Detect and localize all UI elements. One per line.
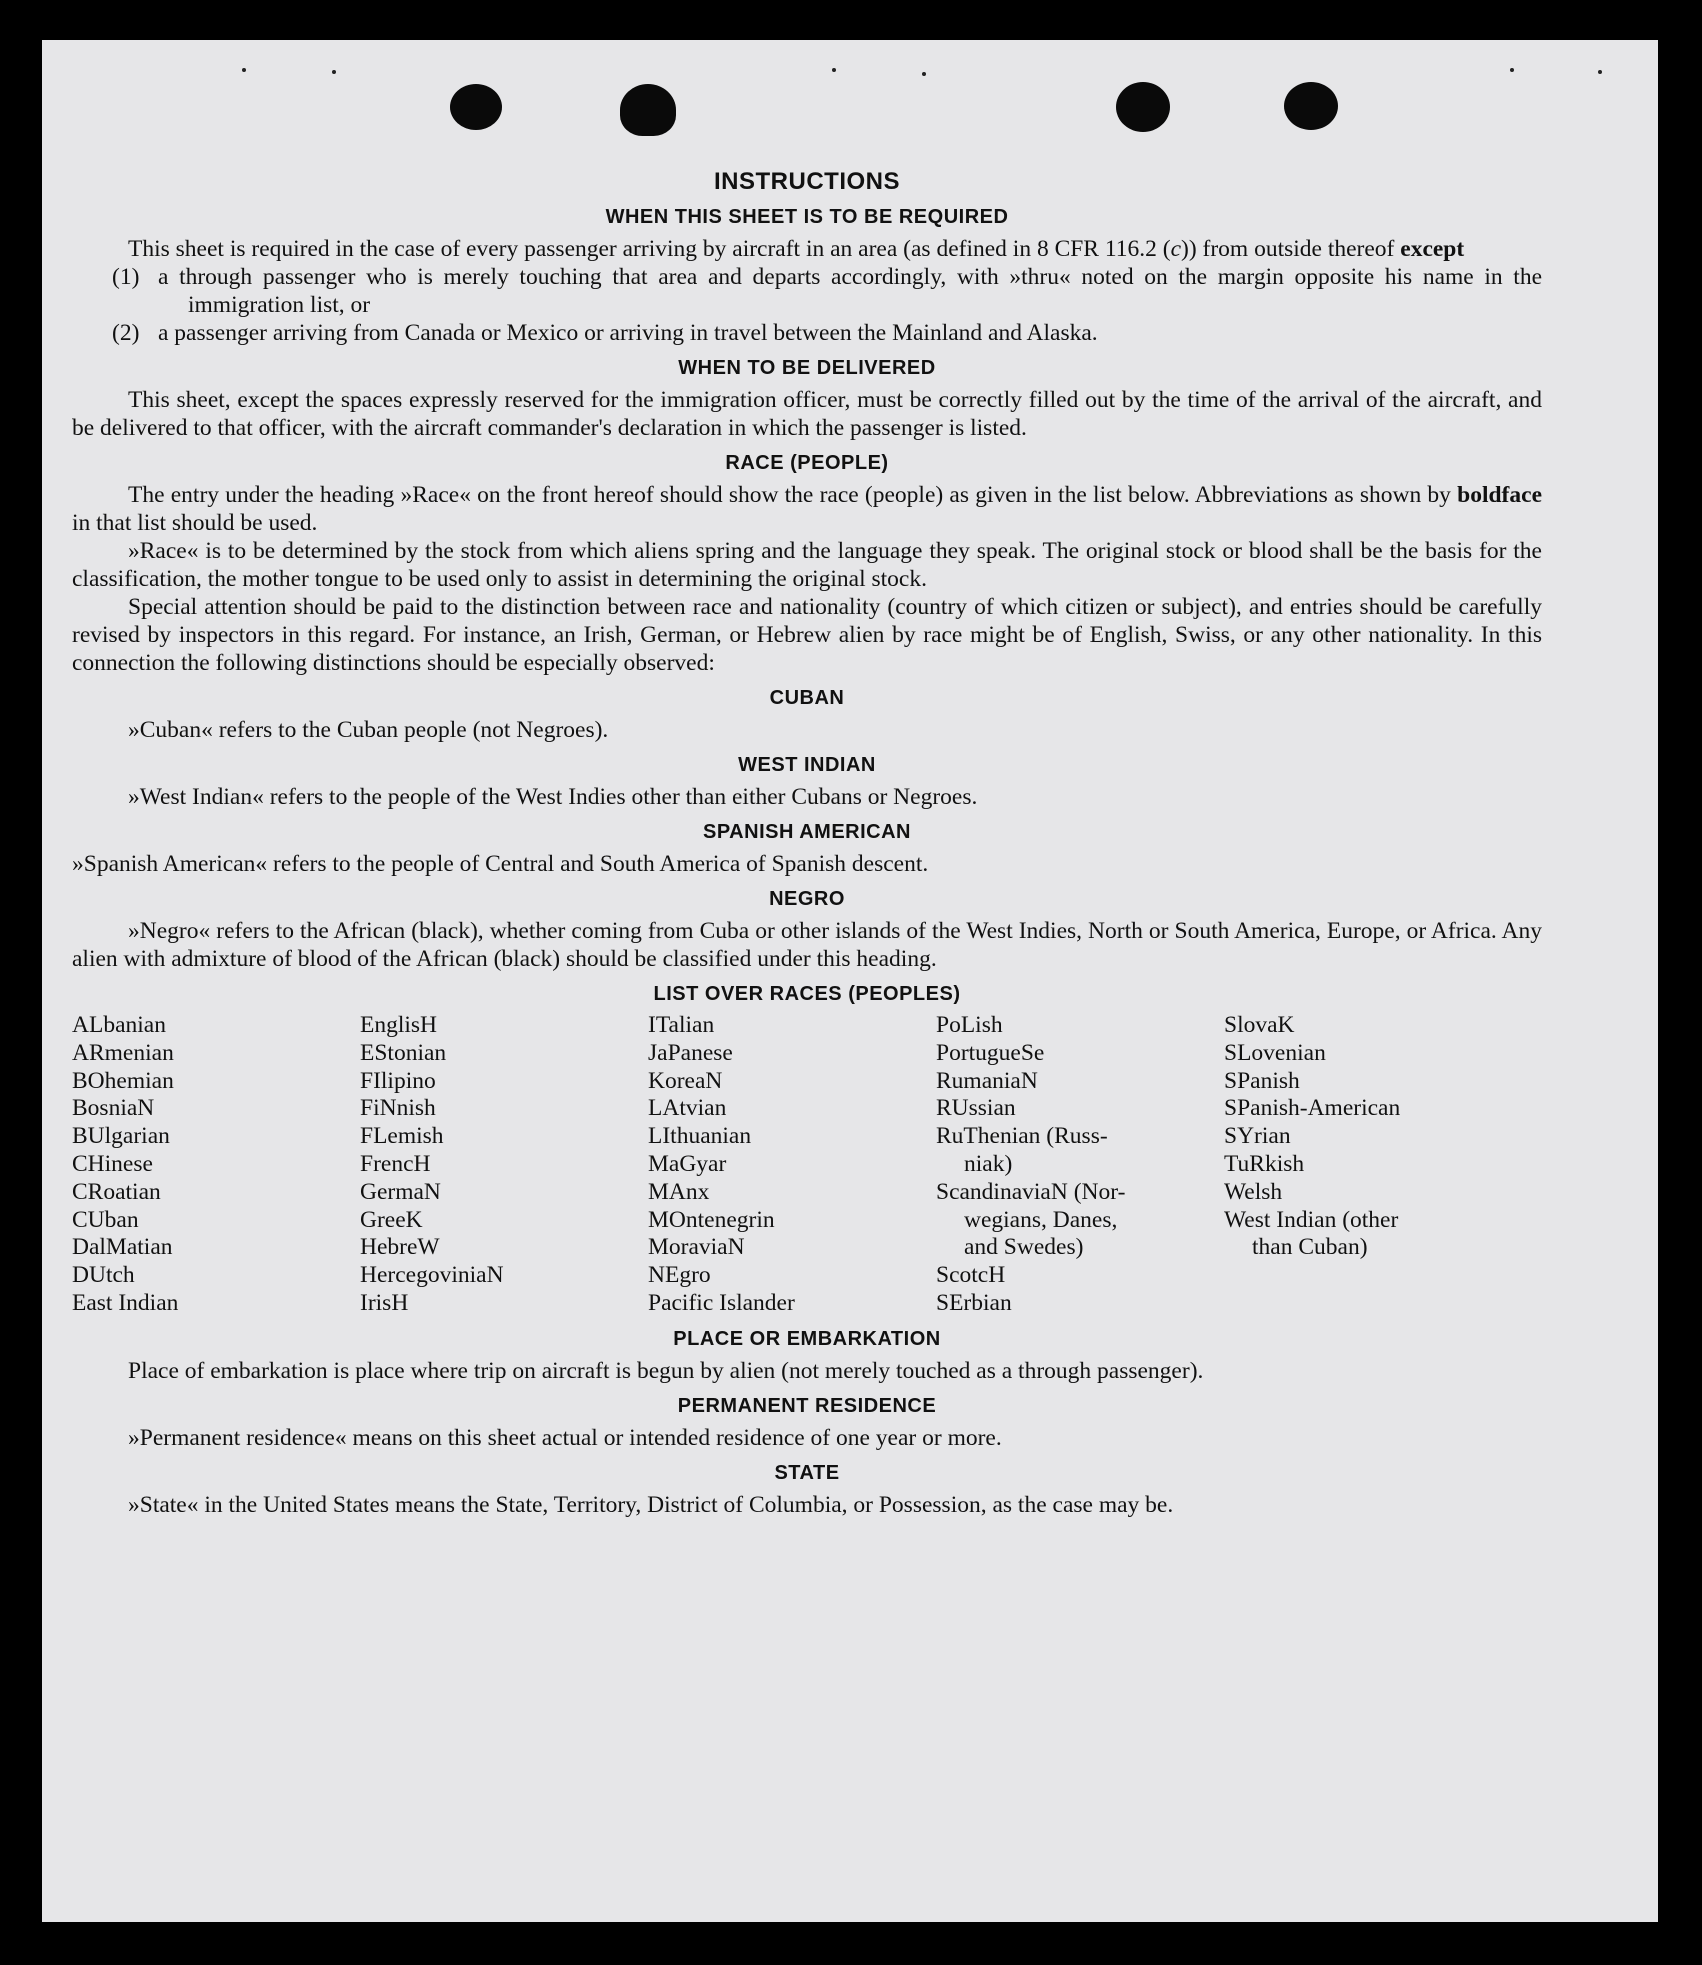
cuban-text: »Cuban« refers to the Cuban people (not Negroes). — [128, 717, 609, 743]
race-item: ALbanian — [72, 1012, 166, 1038]
speck — [922, 72, 926, 76]
race-list-column-2 — [360, 1012, 648, 1318]
race-item: FiNnish — [360, 1095, 436, 1122]
race-item: EnglisH — [360, 1012, 438, 1038]
punch-hole-1 — [450, 84, 502, 130]
section-heading-state: STATE — [774, 1461, 840, 1484]
section-heading-embarkation: PLACE OR EMBARKATION — [673, 1327, 941, 1350]
race-item: Pacific Islander — [648, 1289, 795, 1316]
race-item: CUban — [72, 1206, 139, 1233]
race-item: BosniaN — [72, 1095, 155, 1122]
punch-hole-3 — [1116, 82, 1170, 132]
race-paragraph-1: The entry under the heading »Race« on the front hereof should show the race (people) as given in the list below. Abbreviations as shown by boldface in that list should be used. — [72, 482, 1542, 536]
race-item: MOntenegrin — [648, 1206, 775, 1233]
race-item: RUssian — [936, 1095, 1016, 1122]
race-item: DalMatian — [72, 1234, 173, 1261]
race-item: KoreaN — [648, 1067, 723, 1094]
spanish-american-text: »Spanish American« refers to the people of Central and South America of Spanish descent. — [72, 851, 929, 877]
residence-text: »Permanent residence« means on this sheet actual or intended residence of one year or more. — [128, 1424, 1002, 1451]
race-item: ScotcH — [936, 1262, 1006, 1289]
race-item: HebreW — [360, 1234, 440, 1261]
race-item: West Indian (other — [1224, 1206, 1399, 1233]
race-list-column-3 — [648, 1012, 936, 1318]
section-heading-west-indian: WEST INDIAN — [738, 754, 876, 776]
state-text: »State« in the United States means the State, Territory, District of Columbia, or Possession, as the case may be. — [128, 1491, 1174, 1518]
race-item: SLovenian — [1224, 1039, 1326, 1066]
document-sheet — [42, 40, 1658, 1922]
instructions-content — [72, 168, 1542, 1519]
race-item: PortugueSe — [936, 1039, 1045, 1066]
race-item: and Swedes) — [964, 1234, 1084, 1261]
punch-hole-4 — [1284, 82, 1338, 130]
required-intro: This sheet is required in the case of every passenger arriving by aircraft in an area (as defined in 8 CFR 116.2 (c)) from outside thereof except — [128, 236, 1465, 262]
race-item: JaPanese — [648, 1039, 733, 1066]
race-item: FLemish — [360, 1123, 444, 1150]
race-item: SYrian — [1224, 1123, 1291, 1150]
race-item: GreeK — [360, 1206, 423, 1233]
race-item: MoraviaN — [648, 1234, 745, 1261]
required-item-1: (1) a through passenger who is merely touching that area and departs accordingly, with »thru« noted on the margin opposite his name in the immigration list, or — [112, 264, 1542, 318]
race-item: MaGyar — [648, 1150, 727, 1177]
race-item: SlovaK — [1224, 1012, 1295, 1038]
race-item: GermaN — [360, 1178, 441, 1205]
section-heading-required: WHEN THIS SHEET IS TO BE REQUIRED — [605, 206, 1009, 228]
race-item: HercegoviniaN — [360, 1262, 504, 1289]
speck — [332, 70, 336, 74]
race-item: MAnx — [648, 1178, 710, 1205]
section-heading-race: RACE (PEOPLE) — [725, 452, 889, 474]
section-heading-residence: PERMANENT RESIDENCE — [677, 1394, 937, 1417]
embarkation-text: Place of embarkation is place where trip on aircraft is begun by alien (not merely touched as a through passenger). — [128, 1357, 1204, 1384]
race-item: IrisH — [360, 1289, 409, 1316]
race-list-column-5 — [1224, 1012, 1524, 1318]
west-indian-text: »West Indian« refers to the people of the West Indies other than either Cubans or Negroes. — [128, 784, 978, 810]
page-title: INSTRUCTIONS — [714, 168, 900, 195]
race-item: niak) — [964, 1150, 1013, 1177]
race-item: than Cuban) — [1252, 1234, 1368, 1261]
punch-hole-2 — [620, 84, 676, 136]
section-heading-race-list: LIST OVER RACES (PEOPLES) — [653, 983, 961, 1005]
race-item: BOhemian — [72, 1067, 174, 1094]
race-item: CRoatian — [72, 1178, 161, 1205]
race-paragraph-3: Special attention should be paid to the distinction between race and nationality (country of which citizen or subject), and entries should be carefully revised by inspectors in this regard. For instance, an Irish, German, or Hebrew alien by race might be of English, Swiss, or any other nationality. In this connection the following distinctions should be especially observed: — [72, 594, 1542, 676]
race-item: SPanish-American — [1224, 1095, 1401, 1122]
race-item: LIthuanian — [648, 1123, 752, 1150]
speck — [242, 68, 246, 72]
race-item: SErbian — [936, 1289, 1012, 1316]
section-heading-delivered: WHEN TO BE DELIVERED — [678, 357, 936, 379]
race-item: TuRkish — [1224, 1150, 1305, 1177]
race-item: PoLish — [936, 1012, 1003, 1038]
race-item: ScandinaviaN (Nor- — [936, 1178, 1126, 1205]
required-item-2: (2) a passenger arriving from Canada or Mexico or arriving in travel between the Mainland and Alaska. — [112, 320, 1098, 346]
race-item: RumaniaN — [936, 1067, 1038, 1094]
negro-text: »Negro« refers to the African (black), whether coming from Cuba or other islands of the West Indies, North or South America, Europe, or Africa. Any alien with admixture of blood of the African (black) should be classified under this heading. — [72, 918, 1542, 972]
race-item: East Indian — [72, 1289, 179, 1316]
race-item: SPanish — [1224, 1067, 1300, 1094]
race-item: DUtch — [72, 1262, 135, 1289]
race-paragraph-2: »Race« is to be determined by the stock from which aliens spring and the language they speak. The original stock or blood shall be the basis for the classification, the mother tongue to be used only to assist in determining the original stock. — [72, 538, 1542, 592]
race-item: FIlipino — [360, 1067, 436, 1094]
race-list-column-1 — [72, 1012, 360, 1318]
race-item: NEgro — [648, 1262, 711, 1289]
speck — [1598, 70, 1602, 74]
race-item: ITalian — [648, 1012, 715, 1038]
race-item: ARmenian — [72, 1039, 174, 1066]
race-list-column-4 — [936, 1012, 1224, 1318]
race-item: RuThenian (Russ- — [936, 1123, 1108, 1150]
section-heading-spanish-american: SPANISH AMERICAN — [702, 821, 911, 843]
race-item: Welsh — [1224, 1178, 1283, 1205]
race-item: EStonian — [360, 1039, 447, 1066]
section-heading-cuban: CUBAN — [769, 687, 845, 709]
race-item: FrencH — [360, 1150, 431, 1177]
delivered-text: This sheet, except the spaces expressly reserved for the immigration officer, must be correctly filled out by the time of the arrival of the aircraft, and be delivered to that officer, with the aircraft commander's declaration in which the passenger is listed. — [72, 387, 1542, 441]
speck — [1510, 68, 1514, 72]
race-item: BUlgarian — [72, 1123, 170, 1150]
section-heading-negro: NEGRO — [769, 888, 845, 910]
race-item: LAtvian — [648, 1095, 727, 1122]
race-item: wegians, Danes, — [964, 1206, 1118, 1233]
race-item: CHinese — [72, 1150, 153, 1177]
race-list — [72, 1012, 1542, 1318]
speck — [832, 68, 836, 72]
